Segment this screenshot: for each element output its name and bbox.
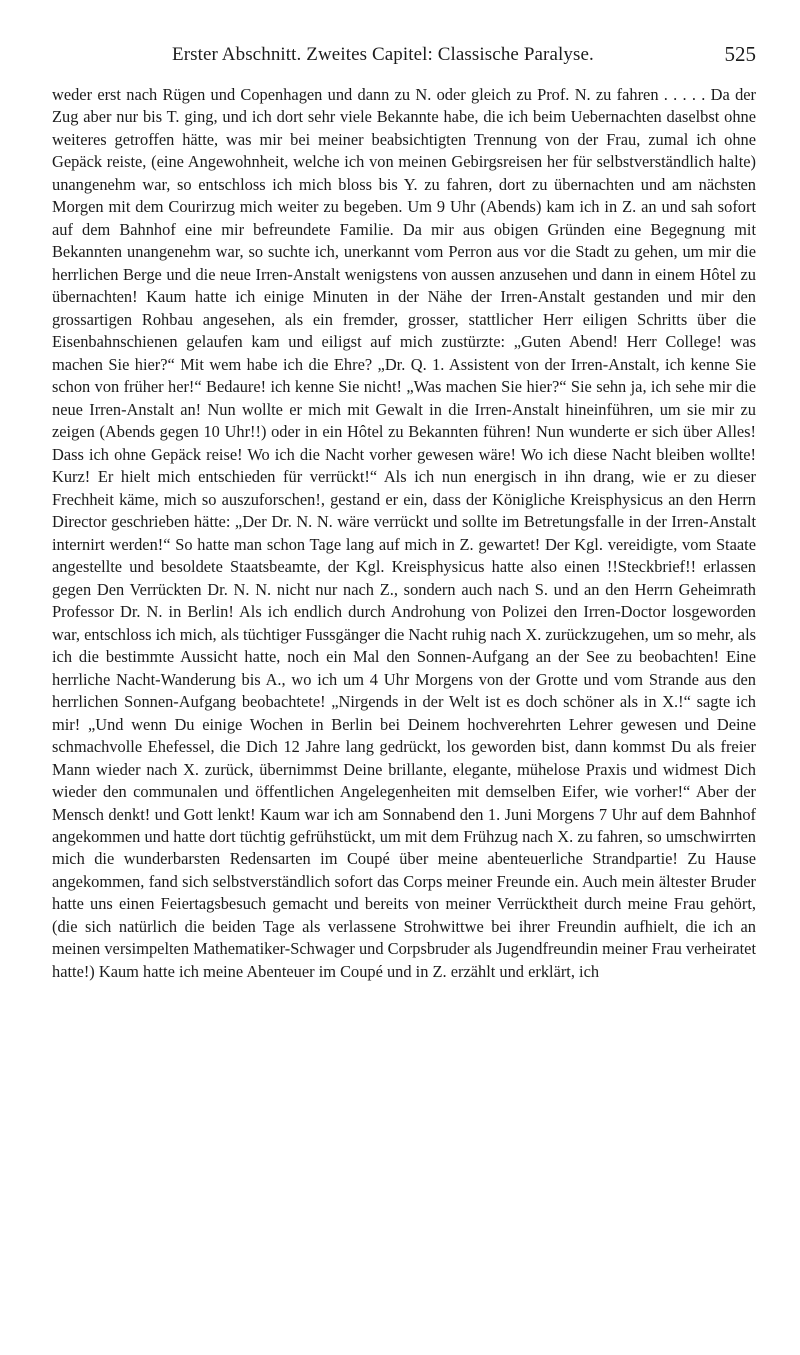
page-header xyxy=(52,44,756,74)
body-text xyxy=(52,84,756,983)
page-number: 525 xyxy=(724,42,756,66)
body-paragraph: weder erst nach Rügen und Copenhagen und dann zu N. oder gleich zu Prof. N. zu fahren . . . . . Da der Zug aber nur bis T. ging, und ich dort sehr viele Bekannte habe, die ich beim Uebernachten daselbst ohne weiteres getroffen hätte, was mir bei meiner beabsichtigten Trennung von der Frau, zumal ich ohne Gepäck reiste, (eine Angewohnheit, welche ich von meinen Gebirgsreisen her für selbstverständlich halte) unangenehm war, so entschloss ich mich bloss bis Y. zu fahren, dort zu übernachten und am nächsten Morgen mit dem Courirzug mich weiter zu begeben. Um 9 Uhr (Abends) kam ich in Z. an und sah sofort auf dem Bahnhof eine mir befreundete Familie. Da mir aus obigen Gründen eine Begegnung mit Bekannten unangenehm war, so suchte ich, unerkannt vom Perron aus vor die Stadt zu gehen, um mir die herrlichen Berge und die neue Irren-Anstalt wenigstens von aussen anzusehen und dann in einem Hôtel zu übernachten! Kaum hatte ich einige Minuten in der Nähe der Irren-Anstalt gestanden und mir den grossartigen Rohbau angesehen, als ein fremder, grosser, stattlicher Herr eiligen Schritts über die Eisenbahnschienen gelaufen kam und eiligst auf mich zustürzte: „Guten Abend! Herr College! was machen Sie hier?“ Mit wem habe ich die Ehre? „Dr. Q. 1. Assistent von der Irren-Anstalt, ich kenne Sie schon von früher her!“ Bedaure! ich kenne Sie nicht! „Was machen Sie hier?“ Sie sehn ja, ich sehe mir die neue Irren-Anstalt an! Nun wollte er mich mit Gewalt in die Irren-Anstalt hineinführen, um sie mir zu zeigen (Abends gegen 10 Uhr!!) oder in ein Hôtel zu Bekannten führen! Nun wunderte er sich über Alles! Dass ich ohne Gepäck reise! Wo ich die Nacht vorher gewesen wäre! Wo ich diese Nacht bleiben wollte! Kurz! Er hielt mich entschieden für verrückt!“ Als ich nun energisch in ihn drang, wie er zu dieser Frechheit käme, mich so auszuforschen!, gestand er ein, dass der Königliche Kreisphysicus an den Herrn Director geschrieben hätte: „Der Dr. N. N. wäre verrückt und sollte im Betretungsfalle in der Irren-Anstalt internirt werden!“ So hatte man schon Tage lang auf mich in Z. gewartet! Der Kgl. vereidigte, vom Staate angestellte und besoldete Staatsbeamte, der Kgl. Kreisphysicus hatte also einen !!Steckbrief!! erlassen gegen Den Verrückten Dr. N. N. nicht nur nach Z., sondern auch nach S. und an den Herrn Geheimrath Professor Dr. N. in Berlin! Als ich endlich durch Androhung von Polizei den Irren-Doctor losgeworden war, entschloss ich mich, als tüchtiger Fussgänger die Nacht ruhig nach X. zurückzugehen, um so mehr, als ich die bestimmte Aussicht hatte, noch ein Mal den Sonnen-Aufgang an der See zu beobachten! Eine herrliche Nacht-Wanderung bis A., wo ich um 4 Uhr Morgens von der Grotte und vom Strande aus den herrlichen Sonnen-Aufgang beobachtete! „Nirgends in der Welt ist es doch schöner als in X.!“ sagte ich mir! „Und wenn Du einige Wochen in Berlin bei Deinem hochverehrten Lehrer gewesen und Deine schmachvolle Ehefessel, die Dich 12 Jahre lang gedrückt, los geworden bist, dann kommst Du als freier Mann wieder nach X. zurück, übernimmst Deine brillante, elegante, mühelose Praxis und widmest Dich wieder den communalen und öffentlichen Angelegenheiten mit demselben Eifer, wie vorher!“ Aber der Mensch denkt! und Gott lenkt! Kaum war ich am Sonnabend den 1. Juni Morgens 7 Uhr auf dem Bahnhof angekommen und hatte dort tüchtig gefrühstückt, um mit dem Frühzug nach X. zu fahren, so umschwirrten mich die wunderbarsten Redensarten im Coupé über meine abenteuerliche Strandpartie! Zu Hause angekommen, fand sich selbstverständlich sofort das Corps meiner Freunde ein. Auch mein ältester Bruder hatte uns einen Feiertagsbesuch gemacht und bereits von meiner Verrücktheit durch meine Frau gehört, (die sich natürlich die beiden Tage als verlassene Strohwittwe bei ihrer Freundin aufhielt, die ich an meinen versimpelten Mathematiker-Schwager und Corpsbruder als Jugendfreundin meiner Frau verheiratet hatte!) Kaum hatte ich meine Abenteuer im Coupé und in Z. erzählt und erklärt, ich xyxy=(52,85,756,981)
running-head: Erster Abschnitt. Zweites Capitel: Classische Paralyse. xyxy=(172,44,594,65)
